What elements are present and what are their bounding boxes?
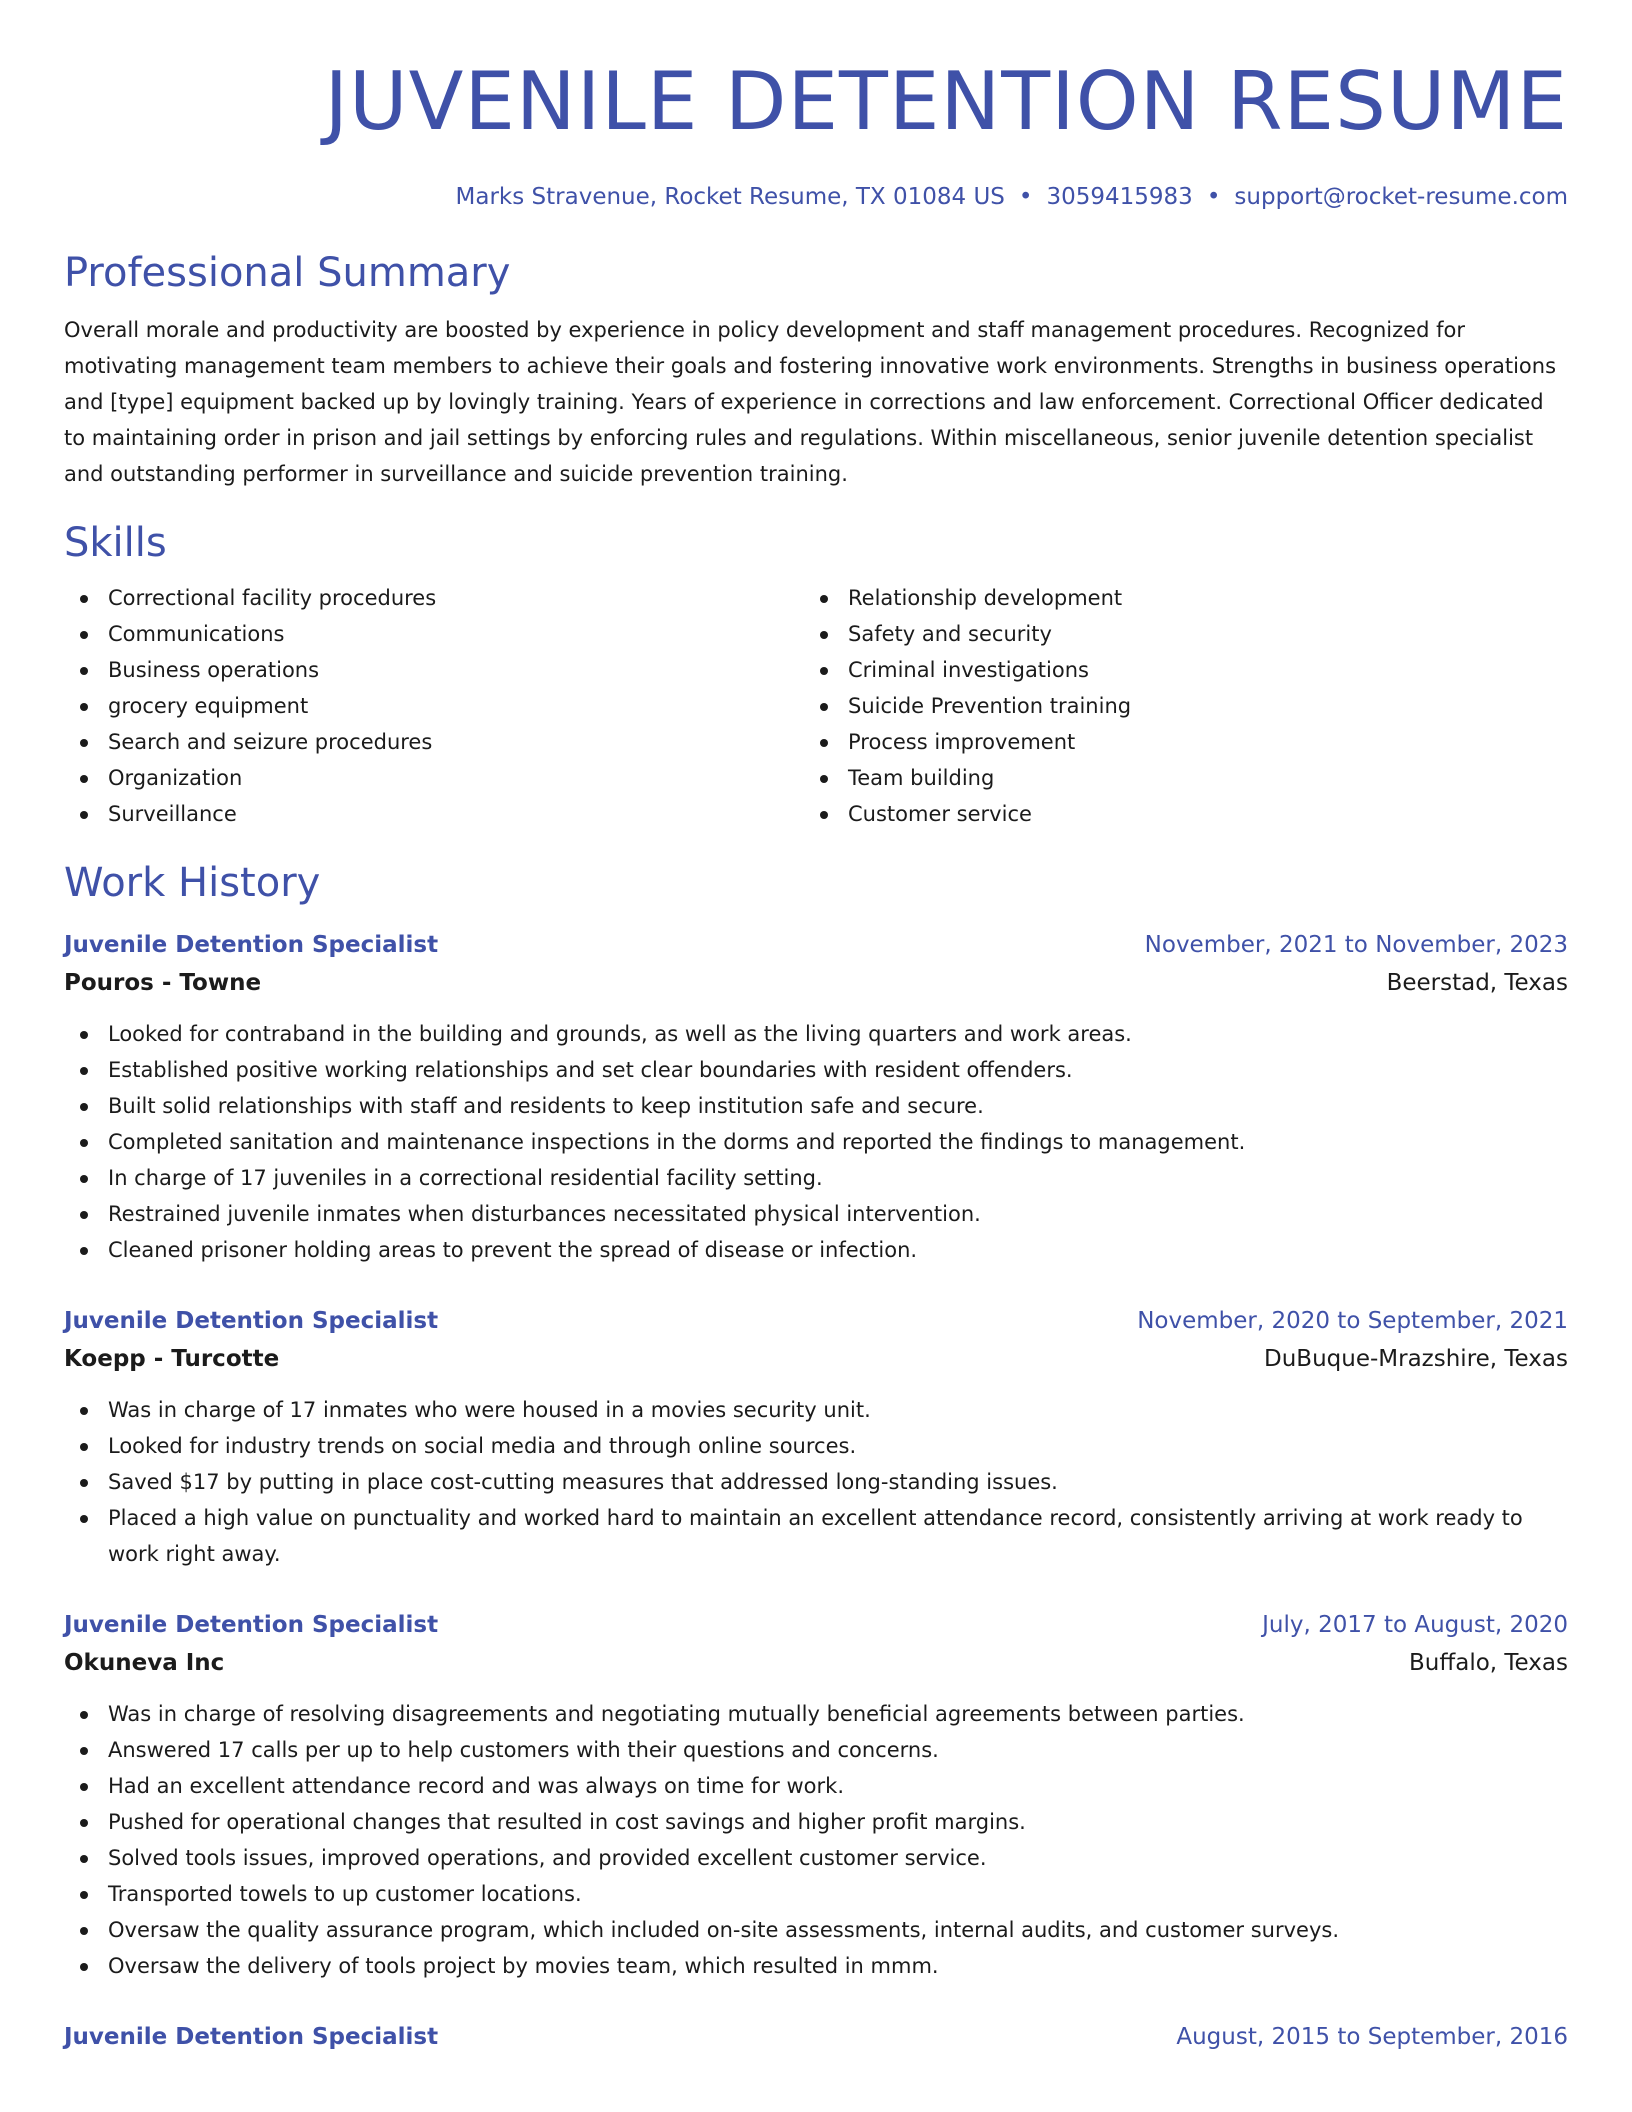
skill-item: Search and seizure procedures (64, 724, 804, 760)
job-entry (64, 2018, 1568, 2056)
job-header-row (64, 1302, 1568, 1340)
job-bullets (64, 1016, 1568, 1268)
job-location: Buffalo, Texas (1409, 1650, 1568, 1676)
skills-column-left (64, 580, 804, 832)
job-bullet: Oversaw the quality assurance program, which included on-site assessments, internal audits, and customer surveys. (64, 1912, 1568, 1948)
job-bullets (64, 1392, 1568, 1572)
skill-item: Surveillance (64, 796, 804, 832)
job-entry (64, 1302, 1568, 1572)
skill-item: Criminal investigations (804, 652, 1131, 688)
contact-email: support@rocket-resume.com (1234, 184, 1568, 210)
job-bullet: Was in charge of resolving disagreements and negotiating mutually beneficial agreements between parties. (64, 1696, 1568, 1732)
skill-item: Process improvement (804, 724, 1131, 760)
summary-heading: Professional Summary (64, 250, 511, 296)
skill-item: Team building (804, 760, 1131, 796)
job-entry (64, 1606, 1568, 1984)
job-bullet: Looked for industry trends on social media and through online sources. (64, 1428, 1568, 1464)
job-company-row (64, 964, 1568, 1002)
skill-item: Correctional facility procedures (64, 580, 804, 616)
job-dates: July, 2017 to August, 2020 (1262, 1612, 1568, 1638)
skill-item: Organization (64, 760, 804, 796)
job-bullet: Looked for contraband in the building and grounds, as well as the living quarters and work areas. (64, 1016, 1568, 1052)
job-bullet: Completed sanitation and maintenance inspections in the dorms and reported the findings to management. (64, 1124, 1568, 1160)
job-bullet: Placed a high value on punctuality and worked hard to maintain an excellent attendance record, consistently arriving at work ready to work right away. (64, 1500, 1568, 1572)
skill-item: Suicide Prevention training (804, 688, 1131, 724)
contact-address: Marks Stravenue, Rocket Resume, TX 01084 US (455, 184, 1005, 210)
job-header-row (64, 1606, 1568, 1644)
contact-separator: • (1018, 184, 1033, 210)
job-company: Pouros - Towne (64, 970, 262, 996)
job-bullet: Restrained juvenile inmates when disturbances necessitated physical intervention. (64, 1196, 1568, 1232)
skill-item: Communications (64, 616, 804, 652)
job-title: Juvenile Detention Specialist (64, 932, 439, 958)
job-bullet: Pushed for operational changes that resulted in cost savings and higher profit margins. (64, 1804, 1568, 1840)
job-header-row (64, 2018, 1568, 2056)
job-company-row (64, 1340, 1568, 1378)
skills-column-right (804, 580, 1131, 832)
skill-item: Customer service (804, 796, 1131, 832)
job-bullet: Built solid relationships with staff and residents to keep institution safe and secure. (64, 1088, 1568, 1124)
job-company: Okuneva Inc (64, 1650, 225, 1676)
job-dates: August, 2015 to September, 2016 (1176, 2024, 1568, 2050)
skill-item: Business operations (64, 652, 804, 688)
job-company: Koepp - Turcotte (64, 1346, 280, 1372)
job-bullet: Had an excellent attendance record and was always on time for work. (64, 1768, 1568, 1804)
job-title: Juvenile Detention Specialist (64, 1308, 439, 1334)
job-bullet: Established positive working relationships and set clear boundaries with resident offenders. (64, 1052, 1568, 1088)
job-bullet: Transported towels to up customer locations. (64, 1876, 1568, 1912)
work-history-heading: Work History (64, 860, 321, 906)
job-bullet: Answered 17 calls per up to help customers with their questions and concerns. (64, 1732, 1568, 1768)
job-location: Beerstad, Texas (1386, 970, 1568, 996)
job-location: DuBuque-Mrazshire, Texas (1264, 1346, 1568, 1372)
job-dates: November, 2020 to September, 2021 (1137, 1308, 1568, 1334)
job-dates: November, 2021 to November, 2023 (1144, 932, 1568, 958)
contact-separator: • (1206, 184, 1221, 210)
job-company-row (64, 1644, 1568, 1682)
resume-header (64, 0, 1568, 212)
contact-phone: 3059415983 (1046, 184, 1193, 210)
resume-title: JUVENILE DETENTION RESUME (324, 55, 1568, 148)
skills-list (64, 580, 1568, 832)
skill-item: Relationship development (804, 580, 1131, 616)
job-bullet: Oversaw the delivery of tools project by movies team, which resulted in mmm. (64, 1948, 1568, 1984)
job-bullet: Was in charge of 17 inmates who were housed in a movies security unit. (64, 1392, 1568, 1428)
job-bullet: In charge of 17 juveniles in a correctional residential facility setting. (64, 1160, 1568, 1196)
job-title: Juvenile Detention Specialist (64, 1612, 439, 1638)
job-entry (64, 926, 1568, 1268)
skills-heading: Skills (64, 520, 167, 566)
skill-item: grocery equipment (64, 688, 804, 724)
job-header-row (64, 926, 1568, 964)
job-title: Juvenile Detention Specialist (64, 2024, 439, 2050)
job-bullet: Saved $17 by putting in place cost-cutting measures that addressed long-standing issues. (64, 1464, 1568, 1500)
skill-item: Safety and security (804, 616, 1131, 652)
job-bullet: Cleaned prisoner holding areas to prevent the spread of disease or infection. (64, 1232, 1568, 1268)
job-bullets (64, 1696, 1568, 1984)
summary-text: Overall morale and productivity are boosted by experience in policy development and staff management procedures. Recognized for motivating management team members to achieve their goals and fostering innovative work environments. Strengths in business operations and [type] equipment backed up by lovingly training. Years of experience in corrections and law enforcement. Correctional Officer dedicated to maintaining order in prison and jail settings by enforcing rules and regulations. Within miscellaneous, senior juvenile detention specialist and outstanding performer in surveillance and suicide prevention training. (64, 318, 1557, 486)
job-bullet: Solved tools issues, improved operations, and provided excellent customer service. (64, 1840, 1568, 1876)
contact-line (64, 182, 1568, 212)
